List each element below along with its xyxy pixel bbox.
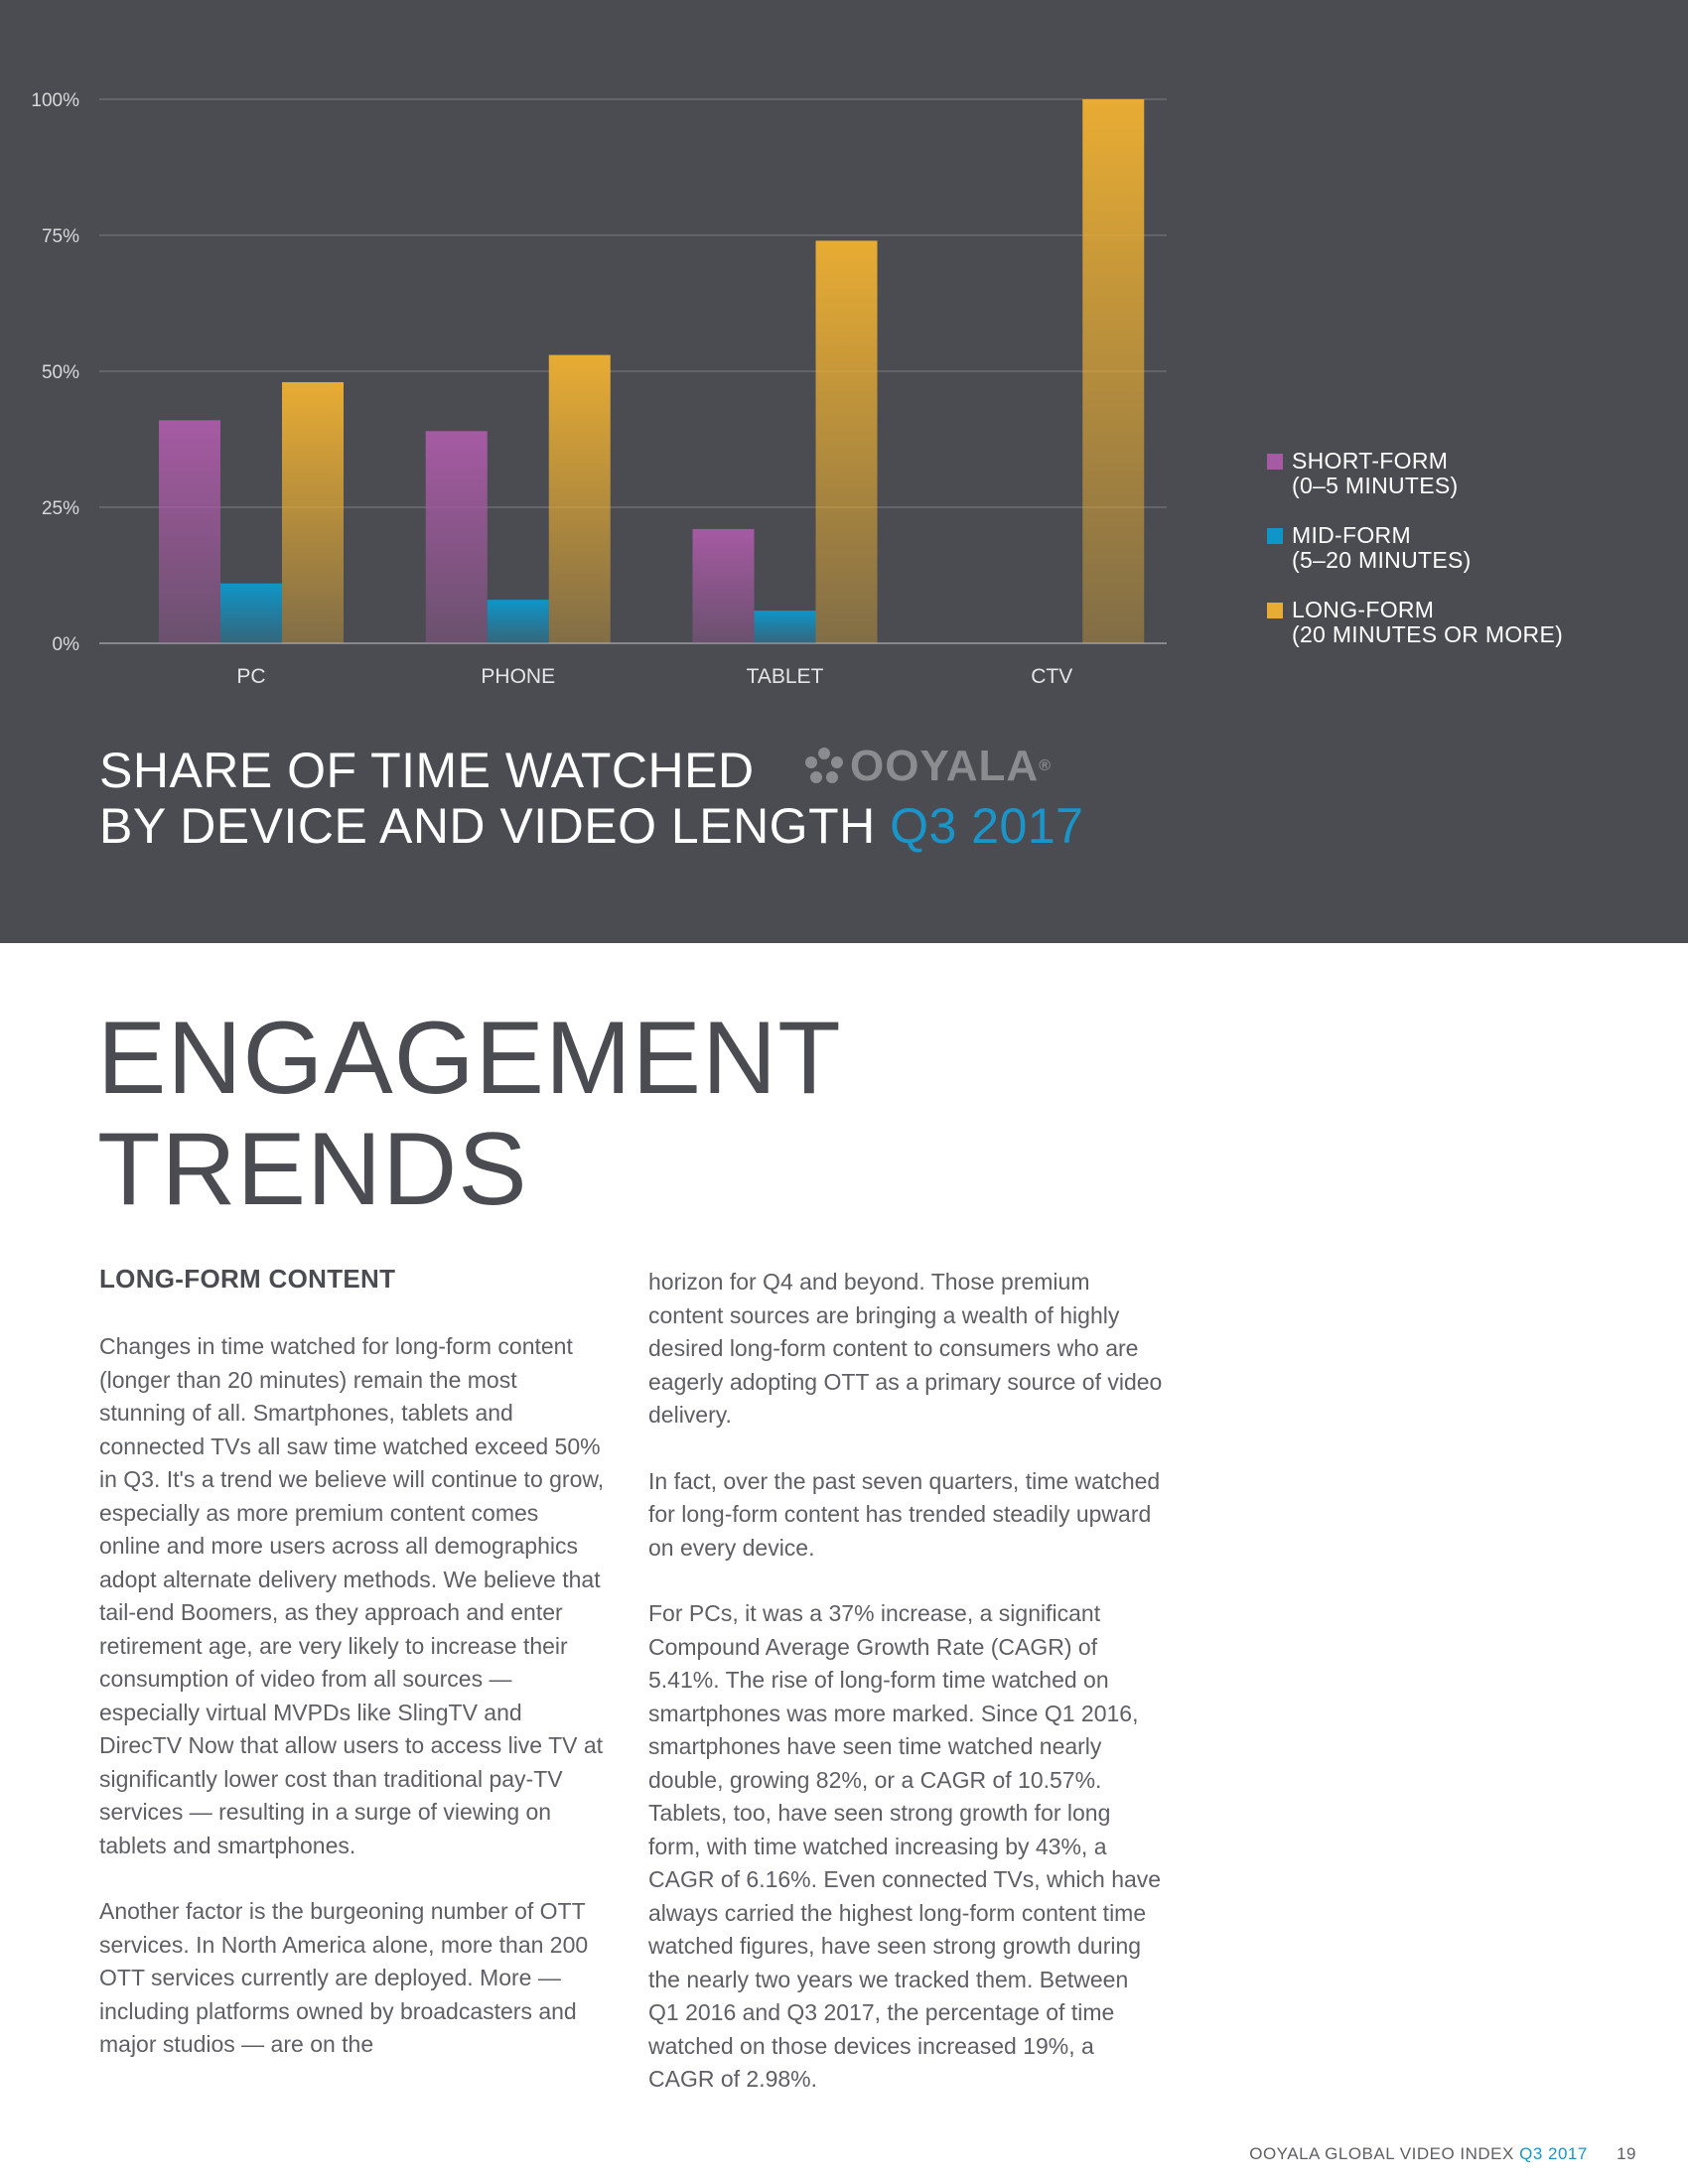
page-heading-line-2: TRENDS bbox=[97, 1112, 528, 1227]
y-tick-label: 75% bbox=[41, 226, 79, 247]
legend-swatch-short-form bbox=[1267, 454, 1283, 470]
chart-legend bbox=[1267, 449, 1664, 672]
paragraph: horizon for Q4 and beyond. Those premium content sources are bringing a wealth of highly desired long-form content to consumers who are eagerly adopting OTT as a primary source of video delivery. bbox=[648, 1269, 1163, 1428]
legend-sublabel: (20 MINUTES OR MORE) bbox=[1292, 621, 1564, 647]
paragraph: In fact, over the past seven quarters, time watched for long-form content has trended steadily upward on every device. bbox=[648, 1467, 1161, 1561]
bar bbox=[220, 584, 282, 643]
x-tick-label: CTV bbox=[1031, 665, 1073, 688]
x-tick-label: TABLET bbox=[746, 665, 824, 688]
y-tick-label: 50% bbox=[41, 362, 79, 383]
legend-item-short-form bbox=[1267, 449, 1664, 498]
paragraph: For PCs, it was a 37% increase, a significant Compound Average Growth Rate (CAGR) of 5.41%. The rise of long-form time watched on smartphones was more marked. Since Q1 2016, smartphones have seen time watched nearly double, growing 82%, or a CAGR of 10.57%. Tablets, too, have seen strong growth for long form, with time watched increasing by 43%, a CAGR of 6.16%. Even connected TVs, which have always carried the highest long-form content time watched figures, have seen strong growth during the nearly two years we tracked them. Between Q1 2016 and Q3 2017, the percentage of time watched on those devices increased 19%, a CAGR of 2.98%. bbox=[648, 1600, 1162, 2092]
page-heading bbox=[97, 1003, 991, 1225]
left-column bbox=[99, 1263, 606, 2095]
logo-registered-mark: ® bbox=[1039, 757, 1052, 774]
legend-sublabel: (0–5 MINUTES) bbox=[1292, 473, 1459, 498]
ooyala-logo bbox=[802, 742, 1052, 790]
x-tick-label: PHONE bbox=[481, 665, 556, 688]
bar bbox=[816, 240, 878, 643]
chart-title-period: Q3 2017 bbox=[890, 798, 1084, 854]
paragraph: Another factor is the burgeoning number of OTT services. In North America alone, more than 200 OTT services currently are deployed. More — including platforms owned by broadcasters and major studios — are on the bbox=[99, 1898, 589, 2057]
legend-sublabel: (5–20 MINUTES) bbox=[1292, 547, 1472, 573]
chart-panel bbox=[0, 0, 1688, 943]
bar bbox=[159, 420, 220, 643]
paragraph: Changes in time watched for long-form content (longer than 20 minutes) remain the most stunning of all. Smartphones, tablets and connected TVs all saw time watched exceed 50% in Q3. It's a trend we believe will continue to grow, especially as more premium content comes online and more users across all demographics adopt alternate delivery methods. We believe that tail-end Boomers, as they approach and enter retirement age, are very likely to increase their consumption of video from all sources — especially virtual MVPDs like SlingTV and DirecTV Now that allow users to access live TV at significantly lower cost than traditional pay-TV services — resulting in a surge of viewing on tablets and smartphones. bbox=[99, 1333, 605, 1858]
legend-swatch-long-form bbox=[1267, 603, 1283, 618]
x-tick-label: PC bbox=[236, 665, 266, 688]
legend-label: LONG-FORM bbox=[1292, 597, 1435, 622]
legend-swatch-mid-form bbox=[1267, 528, 1283, 544]
page-heading-line-1: ENGAGEMENT bbox=[97, 1001, 842, 1116]
y-tick-label: 100% bbox=[31, 90, 79, 111]
legend-label: SHORT-FORM bbox=[1292, 448, 1449, 474]
y-tick-label: 0% bbox=[52, 634, 79, 655]
right-column bbox=[648, 1266, 1165, 2129]
page-footer bbox=[1249, 2144, 1636, 2164]
bar bbox=[426, 431, 488, 643]
bar bbox=[282, 382, 344, 643]
y-tick-label: 25% bbox=[41, 498, 79, 519]
bar bbox=[755, 611, 816, 643]
bar bbox=[549, 355, 611, 643]
legend-label: MID-FORM bbox=[1292, 522, 1411, 548]
section-title: LONG-FORM CONTENT bbox=[99, 1264, 396, 1294]
bar bbox=[693, 529, 755, 643]
legend-item-mid-form bbox=[1267, 523, 1664, 573]
bar bbox=[488, 600, 549, 643]
chart-title-line-2 bbox=[99, 798, 1192, 854]
chart-title-line-2-text: BY DEVICE AND VIDEO LENGTH bbox=[99, 798, 876, 854]
ooyala-dots-icon bbox=[802, 747, 846, 786]
footer-publication: OOYALA GLOBAL VIDEO INDEX bbox=[1249, 2144, 1514, 2163]
legend-item-long-form bbox=[1267, 598, 1664, 647]
chart-title-line-1: SHARE OF TIME WATCHED bbox=[99, 743, 755, 798]
logo-wordmark: OOYALA bbox=[850, 742, 1040, 790]
page-number: 19 bbox=[1617, 2144, 1636, 2163]
bar bbox=[1082, 99, 1144, 643]
footer-period: Q3 2017 bbox=[1519, 2144, 1588, 2163]
